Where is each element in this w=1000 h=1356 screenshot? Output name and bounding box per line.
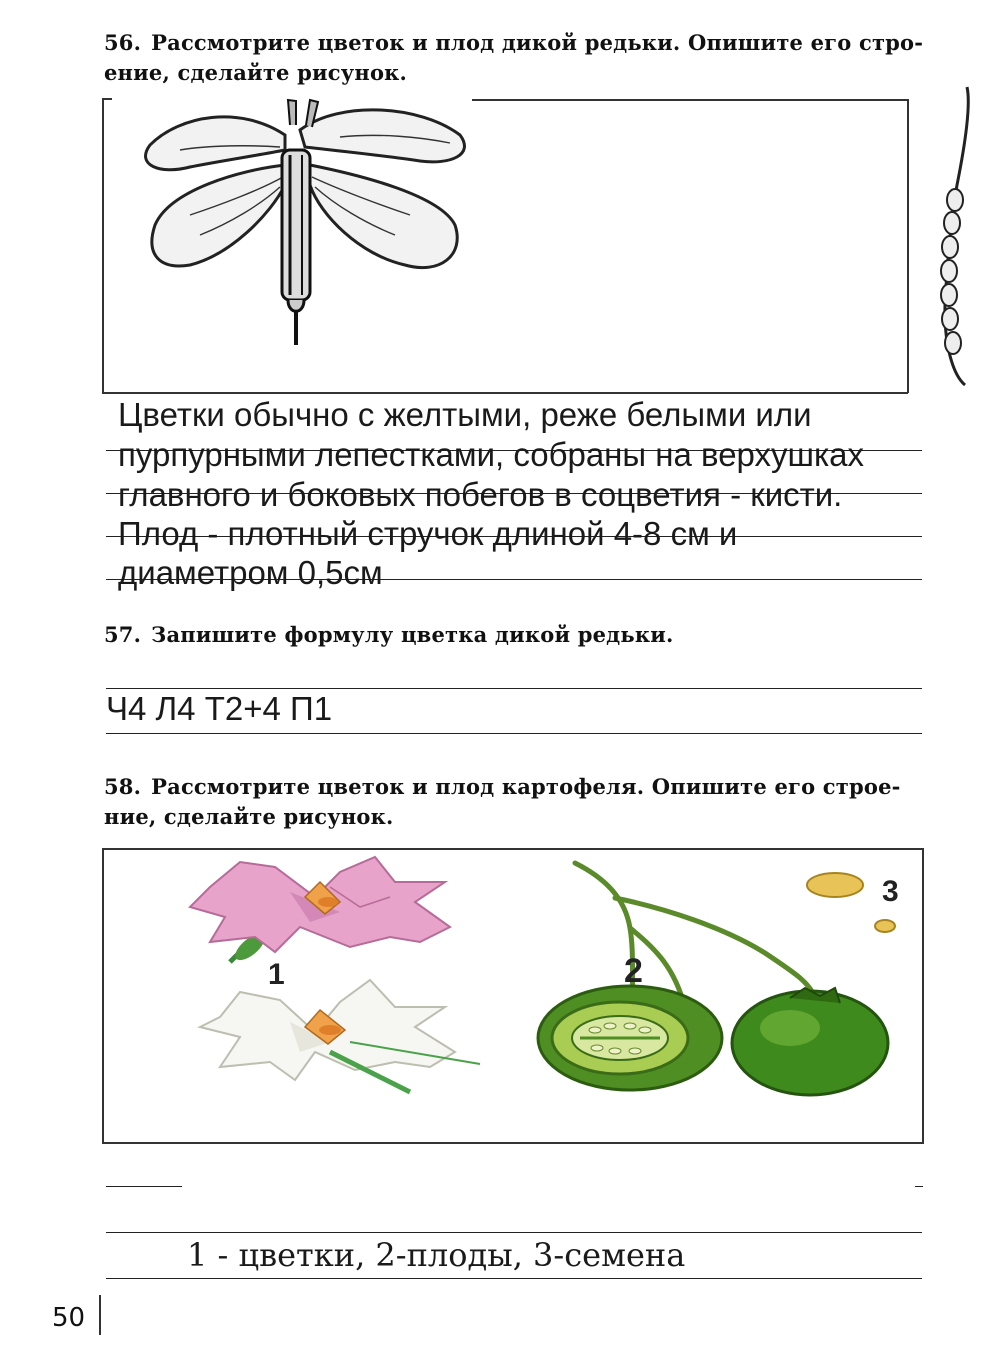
q56-number: 56.	[104, 30, 142, 55]
page-number: 50	[52, 1303, 86, 1333]
q58-title-line2: ние, сделайте рисунок.	[104, 804, 394, 829]
q56-answer-line-3: главного и боковых побегов в соцветия - кисти.	[118, 476, 843, 513]
label-1: 1	[268, 958, 285, 991]
page-number-rule	[99, 1295, 101, 1335]
radish-pod-image	[935, 85, 980, 390]
q58-title	[104, 772, 934, 832]
radish-flower-image	[120, 95, 480, 355]
q57-title	[104, 620, 673, 650]
q56-title-line1: Рассмотрите цветок и плод дикой редьки. Опишите его стро-	[151, 30, 924, 55]
q56-title	[104, 28, 934, 88]
q56-answer-line-2: пурпурными лепестками, собраны на верхушках	[118, 436, 865, 473]
q56-title-line2: ение, сделайте рисунок.	[104, 60, 408, 85]
q56-answer-line-1: Цветки обычно с желтыми, реже белыми или	[118, 396, 812, 433]
q58-number: 58.	[104, 774, 142, 799]
potato-flowers-image	[180, 852, 480, 1102]
q57-answer: Ч4 Л4 Т2+4 П1	[106, 690, 333, 727]
q58-answer: 1 - цветки, 2-плоды, 3-семена	[187, 1236, 686, 1274]
q57-number: 57.	[104, 622, 142, 647]
label-2: 2	[624, 952, 643, 990]
q56-answer-line-4: Плод - плотный стручок длиной 4-8 см и	[118, 515, 738, 552]
q58-title-line1: Рассмотрите цветок и плод картофеля. Опишите его строе-	[151, 774, 901, 799]
potato-fruits-image	[535, 858, 915, 1108]
q56-answer-line-5: диаметром 0,5см	[118, 554, 383, 591]
q57-title-text: Запишите формулу цветка дикой редьки.	[151, 622, 674, 647]
label-3: 3	[882, 875, 899, 908]
